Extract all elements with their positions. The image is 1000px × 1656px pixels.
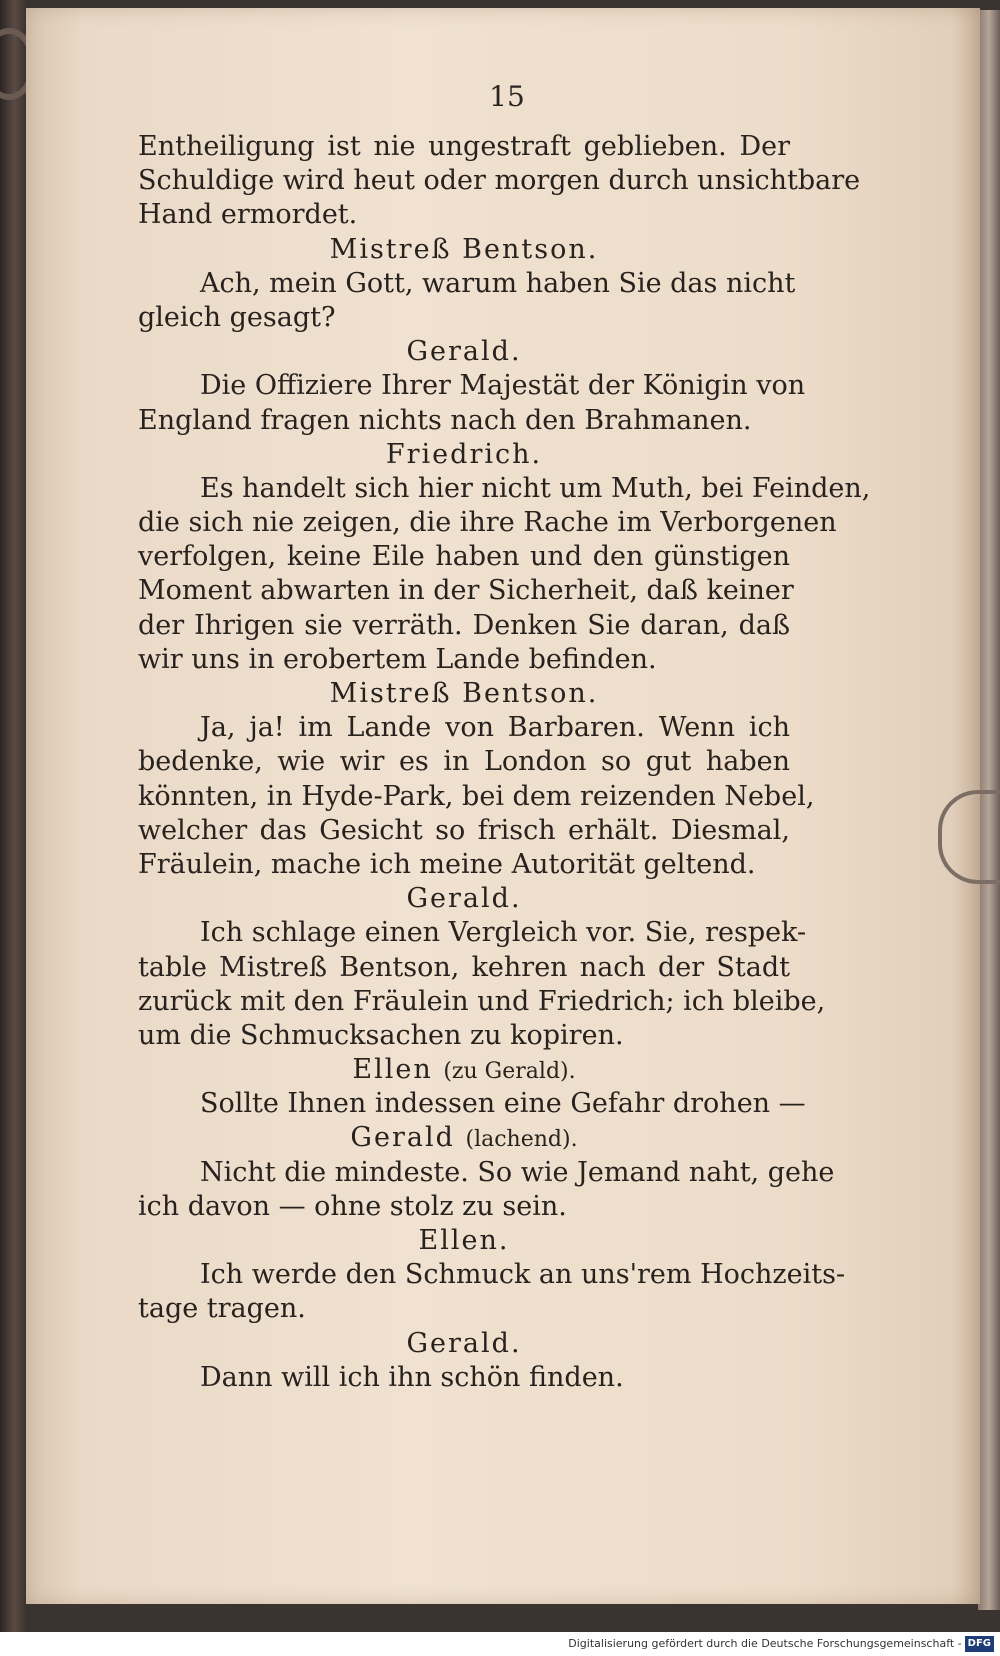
stage-direction: (zu Gerald). [443,1059,576,1085]
dialogue-line: welcher das Gesicht so frisch erhält. Diesmal, [138,814,790,846]
page-text [138,130,871,1395]
dialogue-line: gleich gesagt? [138,301,336,333]
speaker-name: Mistreß Bentson. [329,233,599,265]
dialogue-line: verfolgen, keine Eile haben und den günstigen [138,541,790,573]
dialogue-line: könnten, in Hyde-Park, bei dem reizenden Nebel, [138,780,815,812]
book-cover-edge [0,0,26,1632]
speaker-name: Gerald. [406,1327,522,1359]
page-clip [938,790,1000,884]
dialogue-line: zurück mit den Fräulein und Friedrich; ich bleibe, [138,985,826,1017]
dialogue-line: table Mistreß Bentson, kehren nach der Stadt [138,951,790,983]
page-number: 15 [489,80,525,113]
dialogue-line: England fragen nichts nach den Brahmanen. [138,404,752,436]
dialogue-line: wir uns in erobertem Lande befinden. [138,643,657,675]
dialogue-line: bedenke, wie wir es in London so gut haben [138,746,790,778]
speaker-name: Gerald. [406,336,522,368]
dialogue-line: Es handelt sich hier nicht um Muth, bei Feinden, [200,472,871,504]
dialogue-line: Sollte Ihnen indessen eine Gefahr drohen — [200,1088,806,1120]
speaker-name: Friedrich. [385,438,543,470]
speaker-name: Mistreß Bentson. [329,678,599,709]
dialogue-line: Ich schlage einen Vergleich vor. Sie, respek- [200,917,807,949]
dialogue-line: Moment abwarten in der Sicherheit, daß keiner [138,575,794,607]
speaker-name: Gerald. [406,883,522,915]
dialogue-line: Ich werde den Schmuck an uns'rem Hochzeits- [200,1259,846,1291]
digitization-footer [0,1632,1000,1656]
dialogue-line: Ja, ja! im Lande von Barbaren. Wenn ich [200,712,790,744]
speaker-name: Ellen. [418,1225,510,1256]
dialogue-line: Die Offiziere Ihrer Majestät der Königin von [200,370,806,402]
text-line: Hand ermordet. [138,199,358,231]
dialogue-line: tage tragen. [138,1293,306,1325]
dialogue-line: die sich nie zeigen, die ihre Rache im Verborgenen [138,507,837,539]
stage-direction: (lachend). [465,1127,578,1153]
speaker-label: Gerald [350,1122,455,1154]
dialogue-line: Fräulein, mache ich meine Autorität geltend. [138,848,756,880]
dialogue-line: ich davon — ohne stolz zu sein. [138,1190,567,1222]
dialogue-line: Dann will ich ihn schön finden. [200,1361,624,1393]
dfg-logo: DFG [965,1636,994,1652]
text-line: Entheiligung ist nie ungestraft geblieben. Der [138,131,790,162]
footer-credit: Digitalisierung gefördert durch die Deutsche Forschungsgemeinschaft - [568,1637,962,1650]
dialogue-line: Nicht die mindeste. So wie Jemand naht, gehe [200,1156,835,1188]
speaker-name [138,1053,790,1087]
dialogue-line: Ach, mein Gott, warum haben Sie das nicht [200,267,796,299]
dialogue-line: um die Schmucksachen zu kopiren. [138,1019,624,1051]
text-line: Schuldige wird heut oder morgen durch unsichtbare [138,165,861,197]
speaker-name [138,1121,790,1155]
speaker-label: Ellen [352,1054,433,1086]
dialogue-line: der Ihrigen sie verräth. Denken Sie daran, daß [138,609,790,641]
